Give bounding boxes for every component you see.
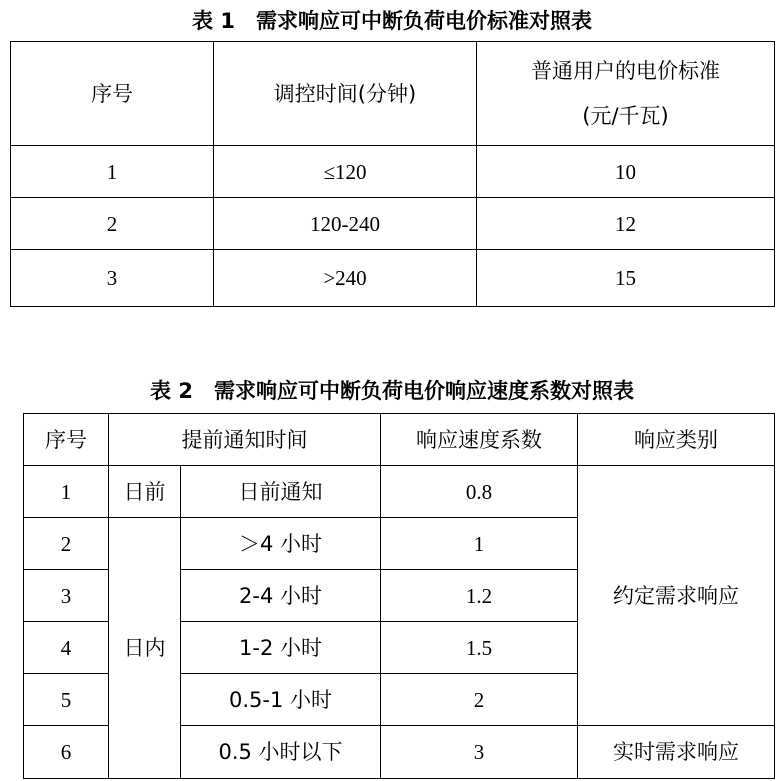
table2-cell-notice: 0.5-1 小时	[181, 674, 381, 726]
table-row	[24, 466, 775, 518]
table1-header-row	[11, 42, 775, 146]
table2-cell-coef: 2	[381, 674, 578, 726]
table2-header-category: 响应类别	[578, 414, 775, 466]
table1-cell-time: 120-240	[214, 198, 477, 250]
table2-header-notice: 提前通知时间	[109, 414, 381, 466]
table2-cell-no: 2	[24, 518, 109, 570]
table1-cell-price: 10	[477, 146, 775, 198]
table2-category-realtime: 实时需求响应	[578, 726, 775, 779]
table2-group-day-ahead: 日前	[109, 466, 181, 518]
table2-header-row	[24, 414, 775, 466]
table2-cell-notice: 1-2 小时	[181, 622, 381, 674]
table2-group-intraday: 日内	[109, 518, 181, 779]
table1-cell-no: 3	[11, 250, 214, 307]
table2-cell-notice: ＞4 小时	[181, 518, 381, 570]
table1	[10, 41, 775, 307]
table2-cell-no: 1	[24, 466, 109, 518]
table1-header-price-line1: 普通用户的电价标准	[531, 58, 720, 83]
table2-caption: 表 2 需求响应可中断负荷电价响应速度系数对照表	[150, 379, 634, 403]
table2-cell-coef: 1.5	[381, 622, 578, 674]
table1-cell-time: ≤120	[214, 146, 477, 198]
table2-cell-notice: 0.5 小时以下	[181, 726, 381, 779]
table1-header-no: 序号	[11, 42, 214, 146]
table2-cell-no: 6	[24, 726, 109, 779]
table1-header-time: 调控时间(分钟)	[214, 42, 477, 146]
table1-cell-no: 1	[11, 146, 214, 198]
table2-cell-no: 5	[24, 674, 109, 726]
table2-cell-coef: 3	[381, 726, 578, 779]
table1-cell-time: >240	[214, 250, 477, 307]
table1-caption: 表 1 需求响应可中断负荷电价标准对照表	[192, 9, 592, 33]
table1-cell-no: 2	[11, 198, 214, 250]
table1-cell-price: 15	[477, 250, 775, 307]
table1-cell-price: 12	[477, 198, 775, 250]
table2	[23, 413, 775, 779]
table2-cell-no: 3	[24, 570, 109, 622]
table-row	[11, 250, 775, 307]
table2-cell-notice: 日前通知	[181, 466, 381, 518]
table2-header-no: 序号	[24, 414, 109, 466]
table-row	[11, 146, 775, 198]
table1-header-price-line2: (元/千瓦)	[582, 103, 669, 128]
table2-cell-coef: 1	[381, 518, 578, 570]
table2-category-contract: 约定需求响应	[578, 466, 775, 726]
table2-header-coef: 响应速度系数	[381, 414, 578, 466]
table2-cell-coef: 0.8	[381, 466, 578, 518]
table2-cell-notice: 2-4 小时	[181, 570, 381, 622]
table2-cell-coef: 1.2	[381, 570, 578, 622]
table-row	[11, 198, 775, 250]
table1-header-price	[477, 42, 775, 146]
table2-cell-no: 4	[24, 622, 109, 674]
